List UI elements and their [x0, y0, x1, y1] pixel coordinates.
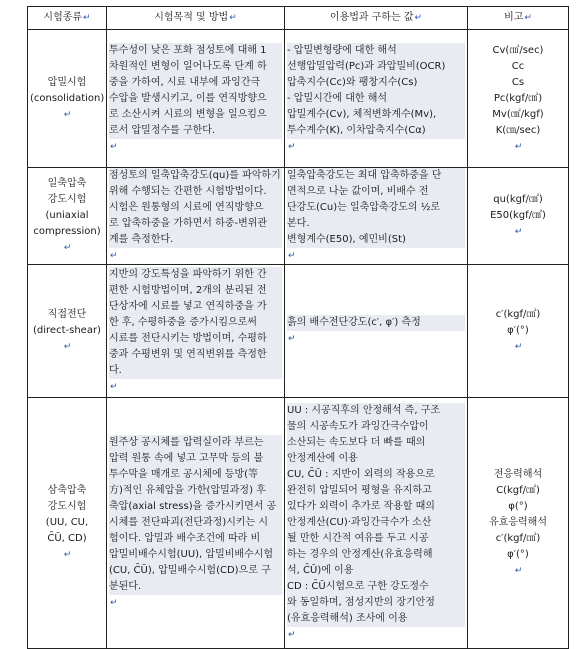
text-line: 압밀비배수시험(UU), 압밀비배수시험 — [109, 547, 282, 563]
text-line: 점성토의 일축압축강도(qu)를 파악하기 — [109, 168, 282, 184]
text-line: φ(°) — [508, 501, 528, 512]
purpose-cell — [107, 398, 285, 649]
table-row — [28, 30, 569, 168]
text-line: 한 후, 수평하중을 증가시킴으로써 — [109, 315, 282, 331]
test-method-table — [27, 6, 569, 649]
paragraph-mark-icon: ↵ — [110, 382, 118, 392]
text-line: φ′(°) — [507, 549, 529, 560]
table-row — [28, 265, 569, 398]
text-line: qu(kgf/㎠) — [493, 194, 543, 205]
text-line: K(㎝/sec) — [495, 124, 541, 136]
text-line: C(kgf/㎠) — [496, 485, 540, 496]
text-line: E50(kgf/㎠) — [490, 210, 546, 221]
text-line: 일축압축강도는 최대 압축하중을 단 — [287, 168, 465, 184]
text-line: 方)적인 유체압을 가한(압밀과정) 후 — [109, 483, 282, 499]
text-line: 시료를 전단시키는 방법이며, 수평하 — [109, 331, 282, 347]
text-line: 와 동일하며, 점성지반의 장기안정 — [287, 595, 465, 611]
text-line: 있다가 외력이 추가로 작용할 때의 — [287, 499, 465, 515]
text-line: 로 압축하중을 가하면서 하중-변위관 — [109, 216, 282, 232]
note-cell — [468, 398, 569, 649]
header-cell-test-type: 시험종류↵ — [28, 7, 107, 30]
paragraph-mark-icon: ↵ — [110, 598, 118, 608]
text-line: 될 만한 시간적 여유를 두고 시공 — [287, 531, 465, 547]
text-line: 삼축압축 — [47, 485, 87, 496]
text-line: (direct-shear) — [33, 325, 101, 336]
text-line: 압밀계수(Cv), 체적변화계수(Mv), — [287, 107, 465, 123]
text-line: 축압(axial stress)을 증가시키면서 공 — [109, 499, 282, 515]
text-line: 계를 측정한다. — [109, 232, 282, 248]
text-line: - 압밀시간에 대한 해석 — [287, 91, 465, 107]
text-line: 강도시험 — [47, 501, 87, 512]
purpose-cell — [107, 265, 285, 398]
text-line: Cc — [511, 60, 525, 72]
text-line: 로서 압밀정수를 구한다. — [109, 123, 282, 139]
paragraph-mark-icon: ↵ — [514, 227, 523, 237]
text-line: 다. — [109, 363, 282, 379]
table-row — [28, 398, 569, 649]
text-line: Cv(㎠/sec) — [492, 44, 544, 56]
text-line: 위해 수행되는 간편한 시험방법이다. — [109, 184, 282, 200]
text-line: 안정계산(CU)·과잉간극수가 소산 — [287, 515, 465, 531]
text-line: 유효응력해석 — [489, 517, 547, 528]
text-line: 투수막을 매개로 공시체에 등방(等 — [109, 467, 282, 483]
text-line: φ′(°) — [507, 325, 529, 336]
test-type-cell — [28, 30, 107, 168]
text-line: c′(kgf/㎠) — [495, 533, 541, 544]
text-line: - 압밀변형량에 대한 해석 — [287, 43, 465, 59]
purpose-cell — [107, 30, 285, 168]
text-line: (CU, C̄Ū), 압밀배수시험(CD)으로 구 — [109, 563, 282, 579]
paragraph-mark-icon: ↵ — [514, 141, 523, 152]
text-line: 흙의 배수전단강도(c′, φ′) 측정 — [287, 315, 465, 331]
text-line: 완전히 압밀되어 평형을 유지하고 — [287, 483, 465, 499]
text-line: 단강도(Cu)는 일축압축강도의 ½로 — [287, 200, 465, 216]
note-cell — [468, 168, 569, 265]
text-line: 단상자에 시료를 넣고 연직하중을 가 — [109, 299, 282, 315]
text-line: 시험은 원통형의 시료에 연직방향으 — [109, 200, 282, 216]
text-line: 물의 시공속도가 과잉간극수압이 — [287, 419, 465, 435]
paragraph-mark-icon: ↵ — [288, 630, 296, 640]
paragraph-mark-icon: ↵ — [110, 141, 118, 152]
text-line: 원주상 공시체를 압력실이라 부르는 — [109, 435, 282, 451]
text-line: 압밀시험 — [47, 76, 87, 88]
paragraph-mark-icon: ↵ — [288, 251, 296, 261]
text-line: 차원적인 변형이 일어나도록 단계 하 — [109, 59, 282, 75]
text-line: 수압을 발생시키고, 이를 연직방향으 — [109, 91, 282, 107]
text-line: CU, C̄Ū : 지반이 외력의 작용으로 — [287, 467, 465, 483]
text-line: 중과 수평변위 및 연직변위를 측정한 — [109, 347, 282, 363]
text-line: 압력 원통 속에 넣고 고무막 등의 불 — [109, 451, 282, 467]
text-line: 하는 경우의 안정계산(유효응력해 — [287, 547, 465, 563]
text-line: 변형계수(E50), 예민비(St) — [287, 232, 465, 248]
text-line: 강도시험 — [47, 194, 87, 205]
text-line: 편한 시험방법이며, 2개의 분리된 전 — [109, 283, 282, 299]
usage-cell — [285, 30, 468, 168]
header-cell-purpose: 시험목적 및 방법↵ — [107, 7, 285, 30]
text-line: 험이다. 압밀과 배수조건에 따라 비 — [109, 531, 282, 547]
note-cell — [468, 265, 569, 398]
text-line: C̄Ū, CD) — [47, 533, 87, 544]
purpose-cell — [107, 168, 285, 265]
text-line: 본다. — [287, 216, 465, 232]
text-line: 석, C̄Ū)에 이용 — [287, 563, 465, 579]
text-line: 면적으로 나눈 값이며, 비배수 전 — [287, 184, 465, 200]
usage-cell — [285, 398, 468, 649]
text-line: 로 소산시켜 시료의 변형을 일으킴으 — [109, 107, 282, 123]
usage-cell — [285, 265, 468, 398]
text-line: Mv(㎠/kgf) — [492, 108, 544, 120]
text-line: (consolidation) — [30, 92, 105, 104]
paragraph-mark-icon: ↵ — [63, 342, 72, 352]
text-line: 일축압축 — [47, 178, 87, 189]
text-line: 소산되는 속도보다 더 빠를 때의 — [287, 435, 465, 451]
table-header-row — [28, 7, 569, 30]
paragraph-mark-icon: ↵ — [514, 566, 523, 576]
text-line: 투수성이 낮은 포화 점성토에 대해 1 — [109, 43, 282, 59]
text-line: 직접전단 — [47, 309, 87, 320]
text-line: 중을 가하여, 시료 내부에 과잉간극 — [109, 75, 282, 91]
paragraph-mark-icon: ↵ — [514, 342, 523, 352]
text-line: CD : C̄Ū시험으로 구한 강도정수 — [287, 579, 465, 595]
text-line: c′(kgf/㎠) — [495, 309, 541, 320]
paragraph-mark-icon: ↵ — [288, 141, 296, 152]
note-cell — [468, 30, 569, 168]
text-line: Cs — [511, 76, 525, 88]
text-line: compression) — [33, 226, 101, 237]
text-line: Pc(kgf/㎠) — [493, 92, 543, 104]
text-line: 지반의 강도특성을 파악하기 위한 간 — [109, 267, 282, 283]
text-line: 선행압밀압력(Pc)과 과압밀비(OCR) — [287, 59, 465, 75]
text-line: (uniaxial — [45, 210, 89, 221]
paragraph-mark-icon: ↵ — [288, 334, 296, 344]
usage-cell — [285, 168, 468, 265]
text-line: 압축지수(Cc)와 팽창지수(Cs) — [287, 75, 465, 91]
text-line: 전응력해석 — [493, 469, 543, 480]
table-row — [28, 168, 569, 265]
text-line: 안정계산에 이용 — [287, 451, 465, 467]
test-type-cell — [28, 398, 107, 649]
text-line: 투수계수(K), 이차압축지수(Cα) — [287, 123, 465, 139]
text-line: 시체를 전단파괴(전단과정)시키는 시 — [109, 515, 282, 531]
paragraph-mark-icon: ↵ — [110, 251, 118, 261]
text-line: 분된다. — [109, 579, 282, 595]
paragraph-mark-icon: ↵ — [63, 109, 72, 120]
paragraph-mark-icon: ↵ — [63, 550, 72, 560]
text-line: UU : 시공직후의 안정해석 즉, 구조 — [287, 403, 465, 419]
text-line: (UU, CU, — [45, 517, 89, 528]
test-type-cell — [28, 168, 107, 265]
header-cell-usage: 이용법과 구하는 값↵ — [285, 7, 468, 30]
test-type-cell — [28, 265, 107, 398]
header-cell-note: 비고↵ — [468, 7, 569, 30]
text-line: (유효응력해석) 조사에 이용 — [287, 611, 465, 627]
paragraph-mark-icon: ↵ — [63, 243, 72, 253]
